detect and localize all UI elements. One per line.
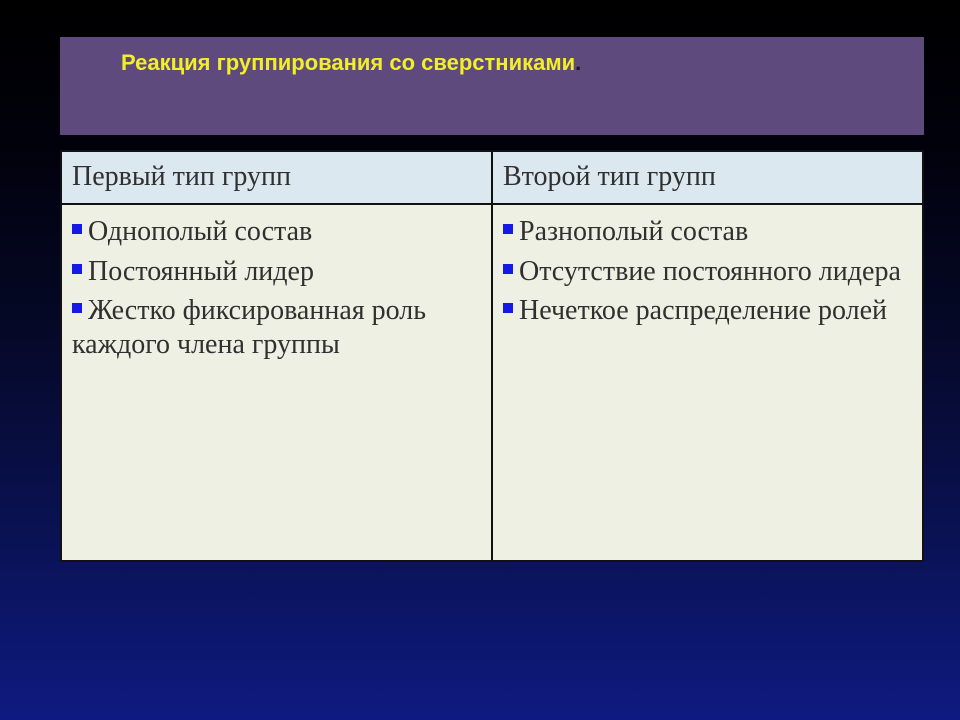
square-bullet-icon: [72, 264, 82, 274]
list-item-text: Однополый состав: [88, 216, 313, 247]
list-item-text: Постоянный лидер: [88, 255, 314, 287]
list-item-text: Отсутствие постоянного лидера: [519, 255, 901, 287]
list-item-text: Разнополый состав: [519, 216, 749, 247]
second-type-cell: [493, 205, 922, 560]
square-bullet-icon: [503, 264, 513, 274]
first-type-cell: [62, 205, 493, 560]
square-bullet-icon: [72, 224, 82, 234]
slide-title-text: Реакция группирования со сверстниками: [121, 50, 576, 75]
slide-title: [121, 50, 581, 76]
slide-title-period: .: [575, 50, 582, 75]
square-bullet-icon: [72, 303, 82, 313]
list-item-text: Нечеткое распределение ролей: [519, 295, 888, 327]
table-header-first-type: [62, 152, 493, 205]
list-item: [503, 215, 912, 249]
square-bullet-icon: [503, 224, 513, 234]
list-item: [503, 255, 912, 289]
list-item: [72, 215, 481, 249]
header-label: Второй тип групп: [503, 161, 716, 192]
list-item: [72, 294, 481, 361]
table-header-second-type: [493, 152, 922, 205]
list-item-text: Жестко фиксированная роль каждого члена группы: [72, 295, 427, 360]
square-bullet-icon: [503, 303, 513, 313]
comparison-table: [60, 150, 924, 562]
header-label: Первый тип групп: [72, 161, 291, 192]
list-item: [72, 255, 481, 289]
list-item: [503, 294, 912, 328]
